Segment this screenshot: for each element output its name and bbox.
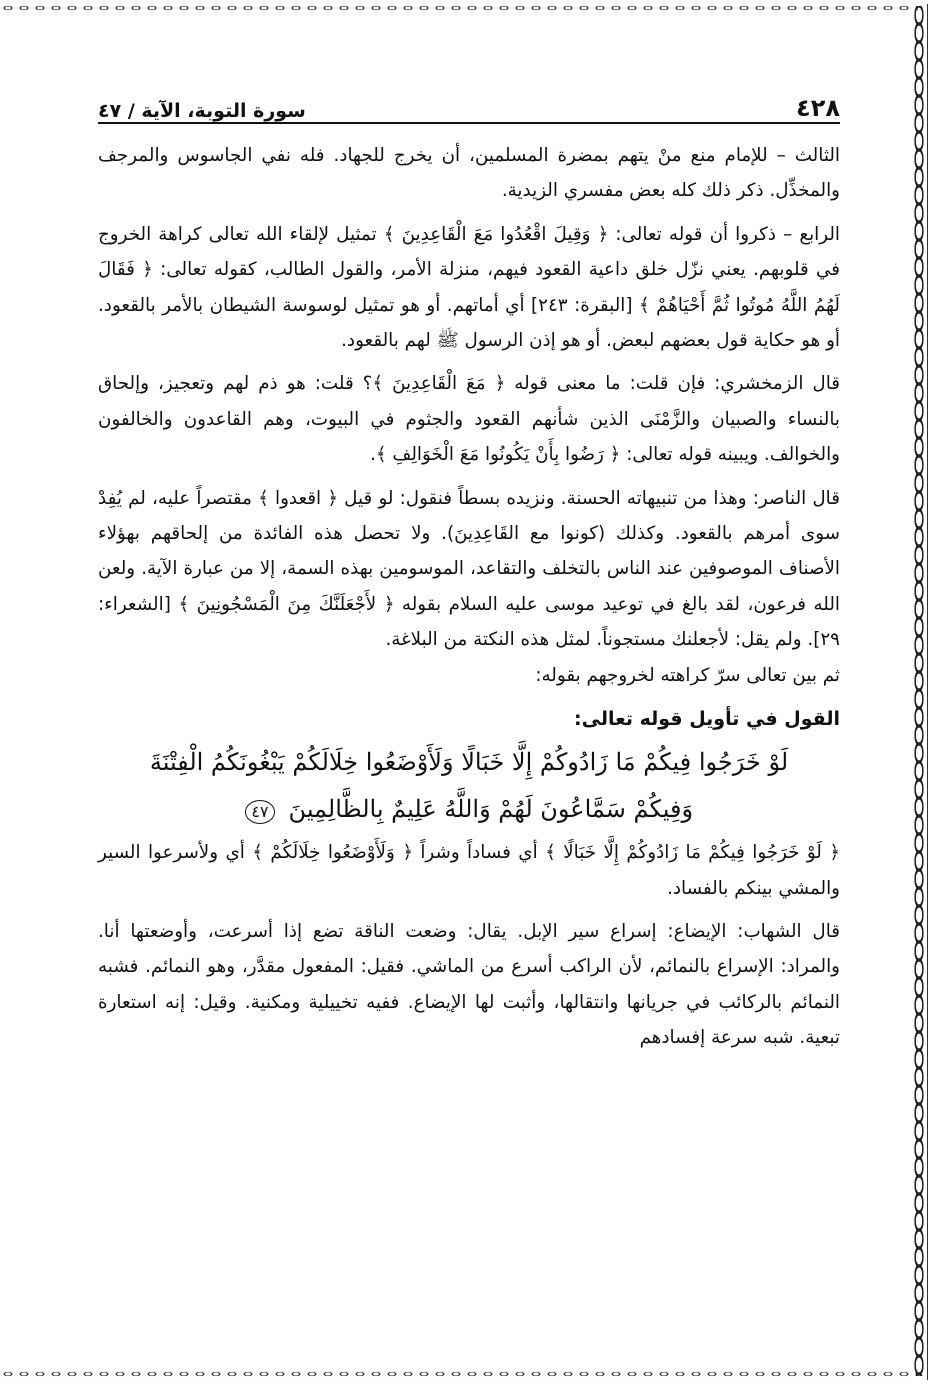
running-title: سورة التوبة، الآية / ٤٧ — [98, 100, 306, 122]
verse-line-2-text: وَفِيكُمْ سَمَّاعُونَ لَهُمْ وَاللَّهُ عَلِيمٌ بِالظَّالِمِينَ — [288, 795, 694, 824]
paragraph-shihab: قال الشهاب: الإيضاع: إسراع سير الإبل. يقال: وضعت الناقة تضع إذا أسرعت، وأوضعتها أنا. والمراد: الإسراع بالنمائم، لأن الراكب أسرع من الماشي. فقيل: المفعول مقدَّر، وهو النمائم. فشبه النمائم بالركائب في جريانها وانتقالها، وأثبت لها الإيضاع. ففيه تخييلية ومكنية. وقيل: إنه استعارة تبعية. شبه سرعة إفسادهم — [98, 920, 840, 1049]
verse-line-2 — [98, 786, 840, 833]
right-border-line — [927, 4, 928, 1380]
paragraph-zamakhshari: قال الزمخشري: فإن قلت: ما معنى قوله ﴿ مَعَ الْقَاعِدِينَ ﴾؟ قلت: هو ذم لهم وتعجيز، وإلحاق بالنساء والصبيان والزَّمْنَى الذين شأنهم القعود والجثوم في البيوت، وهم القاعدون والخالفون والخوالف. ويبينه قوله تعالى: ﴿ رَضُوا بِأَنْ يَكُونُوا مَعَ الْخَوَالِفِ ﴾. — [98, 373, 840, 466]
paragraph-third: الثالث – للإمام منع منْ يتهم بمضرة المسلمين، أن يخرج للجهاد. فله نفي الجاسوس والمرجف والمخذِّل. ذكر ذلك كله بعض مفسري الزيدية. — [98, 145, 840, 202]
verse-number-marker: ٤٧ — [245, 800, 275, 824]
verse-line-1: لَوْ خَرَجُوا فِيكُمْ مَا زَادُوكُمْ إِلَّا خَبَالًا وَلَأَوْضَعُوا خِلَالَكُمْ يَبْغُونَكُمُ الْفِتْنَةَ — [149, 748, 789, 777]
page-header — [98, 88, 840, 124]
paragraph-nasir: قال الناصر: وهذا من تنبيهاته الحسنة. ونزيده بسطاً فنقول: لو قيل ﴿ اقعدوا ﴾ مقتصراً عليه، لم يُفِدْ سوى أمرهم بالقعود. وكذلك (كونوا مع القَاعِدِينَ). ولا تحصل هذه الفائدة من إلحاقهم بهؤلاء الأصناف الموصوفين عند الناس بالتخلف والتقاعد، الموسومين بهذه السمة، إلا من عبارة الآية. ولعن الله فرعون، لقد بالغ في توعيد موسى عليه السلام بقوله ﴿ لأَجْعَلَنَّكَ مِنَ الْمَسْجُونِينَ ﴾ [الشعراء: ٢٩]. ولم يقل: لأجعلنك مستجوناً. لمثل هذه النكتة من البلاغة. — [98, 487, 840, 651]
page-content — [98, 88, 840, 1056]
bottom-border-ornament — [0, 1368, 918, 1380]
paragraph-fourth: الرابع – ذكروا أن قوله تعالى: ﴿ وَقِيلَ اقْعُدُوا مَعَ الْقَاعِدِينَ ﴾ تمثيل لإلقاء الله تعالى كراهة الخروج في قلوبهم. يعني نزّل خلق داعية القعود فيهم، منزلة الأمر، والقول الطالب، كقوله تعالى: ﴿ فَقَالَ لَهُمُ اللَّهُ مُوتُوا ثُمَّ أَحْيَاهُمْ ﴾ [البقرة: ٢٤٣] أي أماتهم. أو هو تمثيل لوسوسة الشيطان بالأمر بالقعود. أو هو حكاية قول بعضهم لبعض. أو هو إذن الرسول ﷺ لهم بالقعود. — [98, 223, 841, 352]
quran-verse — [98, 739, 840, 833]
right-border-ornament — [912, 6, 926, 1376]
section-heading: القول في تأويل قوله تعالى: — [574, 708, 840, 731]
transition-line: ثم بين تعالى سرّ كراهته لخروجهم بقوله: — [535, 664, 840, 686]
verse-commentary: ﴿ لَوْ خَرَجُوا فِيكُمْ مَا زَادُوكُمْ إِلَّا خَبَالًا ﴾ أي فساداً وشراً ﴿ وَلَأَوْضَعُوا خِلَالَكُمْ ﴾ أي ولأسرعوا السير والمشي بينكم بالفساد. — [98, 842, 840, 899]
page-number: ٤٢٨ — [796, 94, 840, 122]
top-border-ornament — [0, 2, 918, 14]
